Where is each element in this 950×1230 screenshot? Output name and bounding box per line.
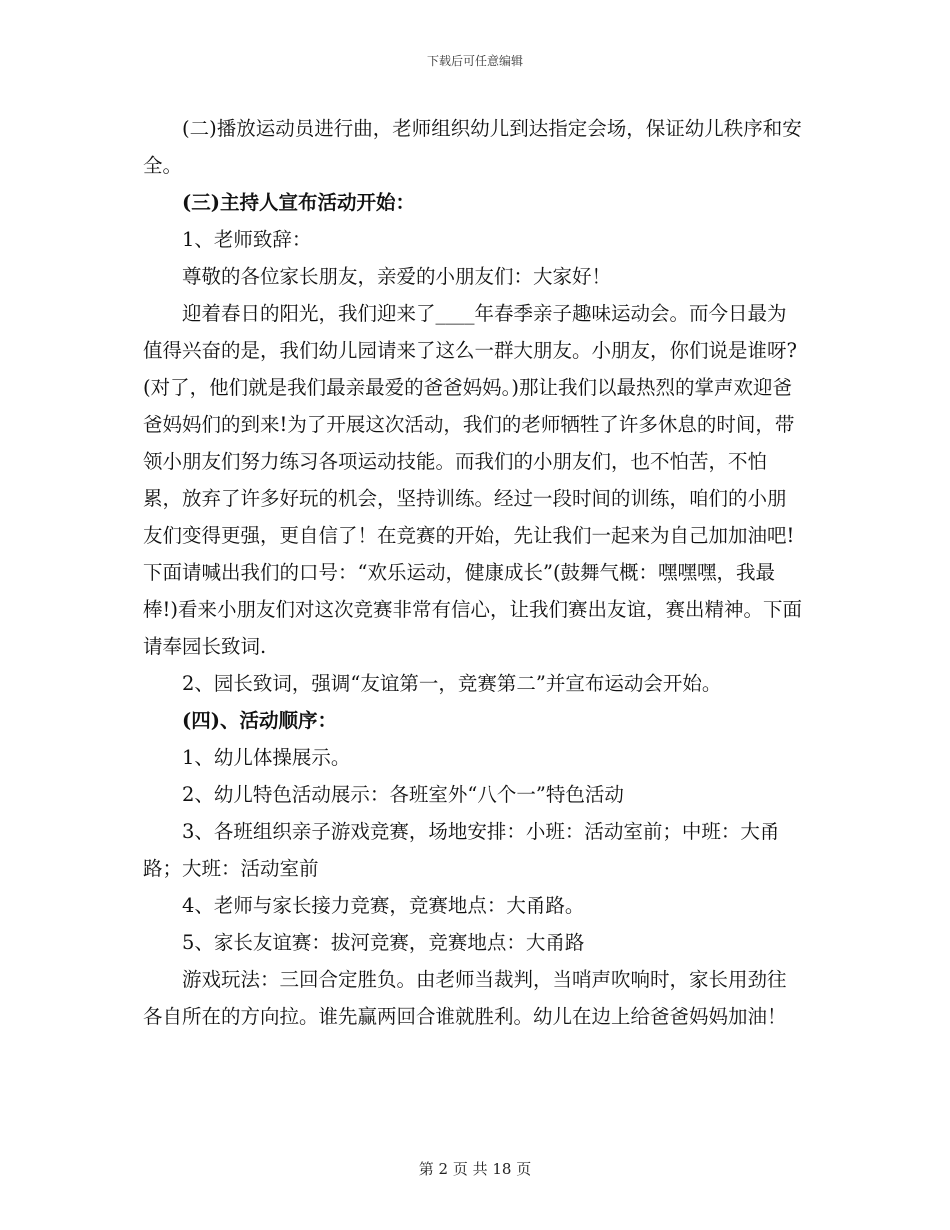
item-special-activity: 2、幼儿特色活动展示：各班室外“八个一”特色活动 [182,783,624,806]
section-heading-activity-order: (四)、活动顺序： [182,709,337,732]
item-teacher-speech: 1、老师致辞： [182,228,312,251]
paragraph-game-rules: 游戏玩法：三回合定胜负。由老师当裁判，当哨声吹响时，家长用劲往各自所在的方向拉。谁先赢两回合谁就胜利。幼儿在边上给爸爸妈妈加油！ [143,968,787,1028]
paragraph-broadcast-march: (二)播放运动员进行曲，老师组织幼儿到达指定会场，保证幼儿秩序和安全。 [143,117,802,177]
item-parent-child-games: 3、各班组织亲子游戏竞赛，场地安排：小班：活动室前；中班：大甬路；大班：活动室前 [143,820,780,880]
item-principal-speech: 2、园长致词，强调“友谊第一，竞赛第二”并宣布运动会开始。 [182,672,722,695]
document-body [143,110,805,1035]
page-header-note: 下载后可任意编辑 [426,54,523,68]
item-relay-race: 4、老师与家长接力竞赛，竞赛地点：大甬路。 [182,894,585,917]
item-gymnastics-show: 1、幼儿体操展示。 [182,746,351,769]
paragraph-speech-body: 迎着春日的阳光，我们迎来了____年春季亲子趣味运动会。而今日最为值得兴奋的是，我们幼儿园请来了这么一群大朋友。小朋友，你们说是谁呀?(对了，他们就是我们最亲最爱的爸爸妈妈。)那让我们以最热烈的掌声欢迎爸爸妈妈们的到来!为了开展这次活动，我们的老师牺牲了许多休息的时间，带领小朋友们努力练习各项运动技能。而我们的小朋友们，也不怕苦，不怕累，放弃了许多好玩的机会，坚持训练。经过一段时间的训练，咱们的小朋友们变得更强，更自信了！在竞赛的开始，先让我们一起来为自己加加油吧!下面请喊出我们的口号：“欢乐运动，健康成长”(鼓舞气概：嘿嘿嘿，我最棒!)看来小朋友们对这次竞赛非常有信心，让我们赛出友谊，赛出精神。下面请奉园长致词. [143,302,802,658]
item-tug-of-war: 5、家长友谊赛：拔河竞赛，竞赛地点：大甬路 [182,931,585,954]
paragraph-greeting: 尊敬的各位家长朋友，亲爱的小朋友们：大家好！ [182,265,612,288]
page-footer-page-number: 第 2 页 共 18 页 [418,1160,532,1178]
section-heading-host-announces: (三)主持人宣布活动开始： [182,191,415,214]
